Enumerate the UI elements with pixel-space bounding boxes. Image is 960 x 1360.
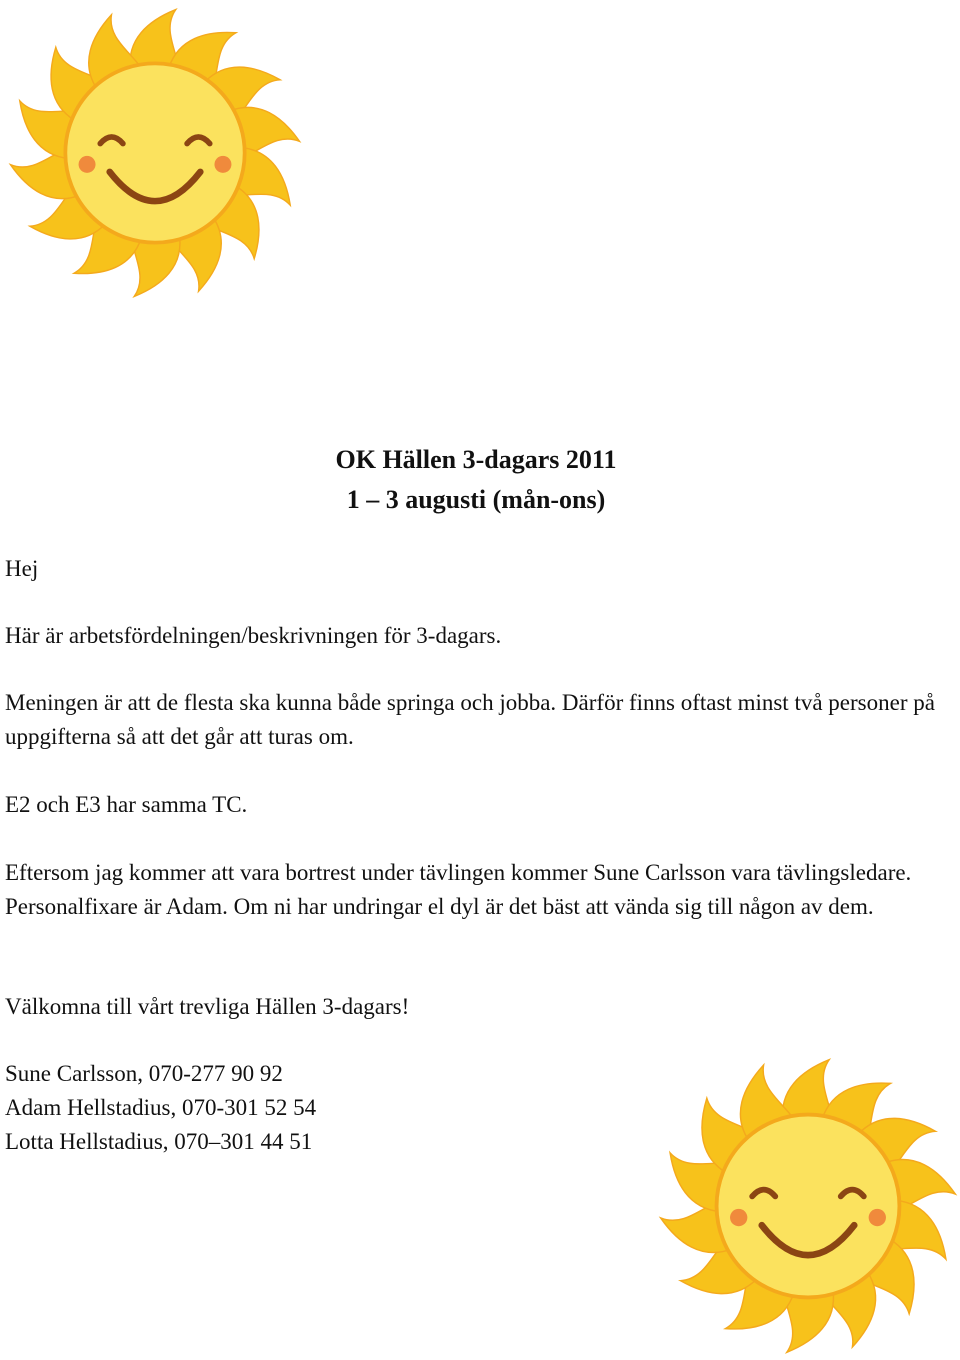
sun-bottom-decoration [650,1052,960,1360]
welcome-paragraph [5,990,950,1024]
sun-face [65,63,244,242]
contact-line: Adam Hellstadius, 070-301 52 54 [5,1095,317,1120]
greeting-text: Hej [5,556,39,581]
sun-face [717,1115,900,1298]
leader-note-paragraph [5,856,950,924]
tc-note-text: E2 och E3 har samma TC. [5,792,248,817]
smiling-sun-icon [0,2,310,304]
smiling-sun-icon [650,1052,960,1360]
sun-left-cheek [730,1209,747,1226]
contact-line: Sune Carlsson, 070-277 90 92 [5,1061,283,1086]
contact-line: Lotta Hellstadius, 070–301 44 51 [5,1129,313,1154]
document-title: OK Hällen 3-dagars 2011 [335,445,617,474]
sun-left-cheek [79,156,96,173]
welcome-text: Välkomna till vårt trevliga Hällen 3-dagars! [5,994,410,1019]
intro-paragraph [5,619,950,653]
tc-note-paragraph [5,788,950,822]
meaning-text: Meningen är att de flesta ska kunna både springa och jobba. Därför finns oftast minst två personer på uppgifterna så att det går att turas om. [5,690,935,749]
meaning-paragraph [5,686,950,754]
sun-right-cheek [869,1209,886,1226]
greeting-paragraph [5,552,950,586]
document-title-block [0,440,952,520]
sun-right-cheek [214,156,231,173]
document-subtitle: 1 – 3 augusti (mån-ons) [346,485,606,514]
sun-top-decoration [0,2,310,304]
leader-note-text: Eftersom jag kommer att vara bortrest under tävlingen kommer Sune Carlsson vara tävlingsledare. Personalfixare är Adam. Om ni har undringar el dyl är det bäst att vända sig till någon av dem. [5,860,912,919]
intro-text: Här är arbetsfördelningen/beskrivningen för 3-dagars. [5,623,502,648]
